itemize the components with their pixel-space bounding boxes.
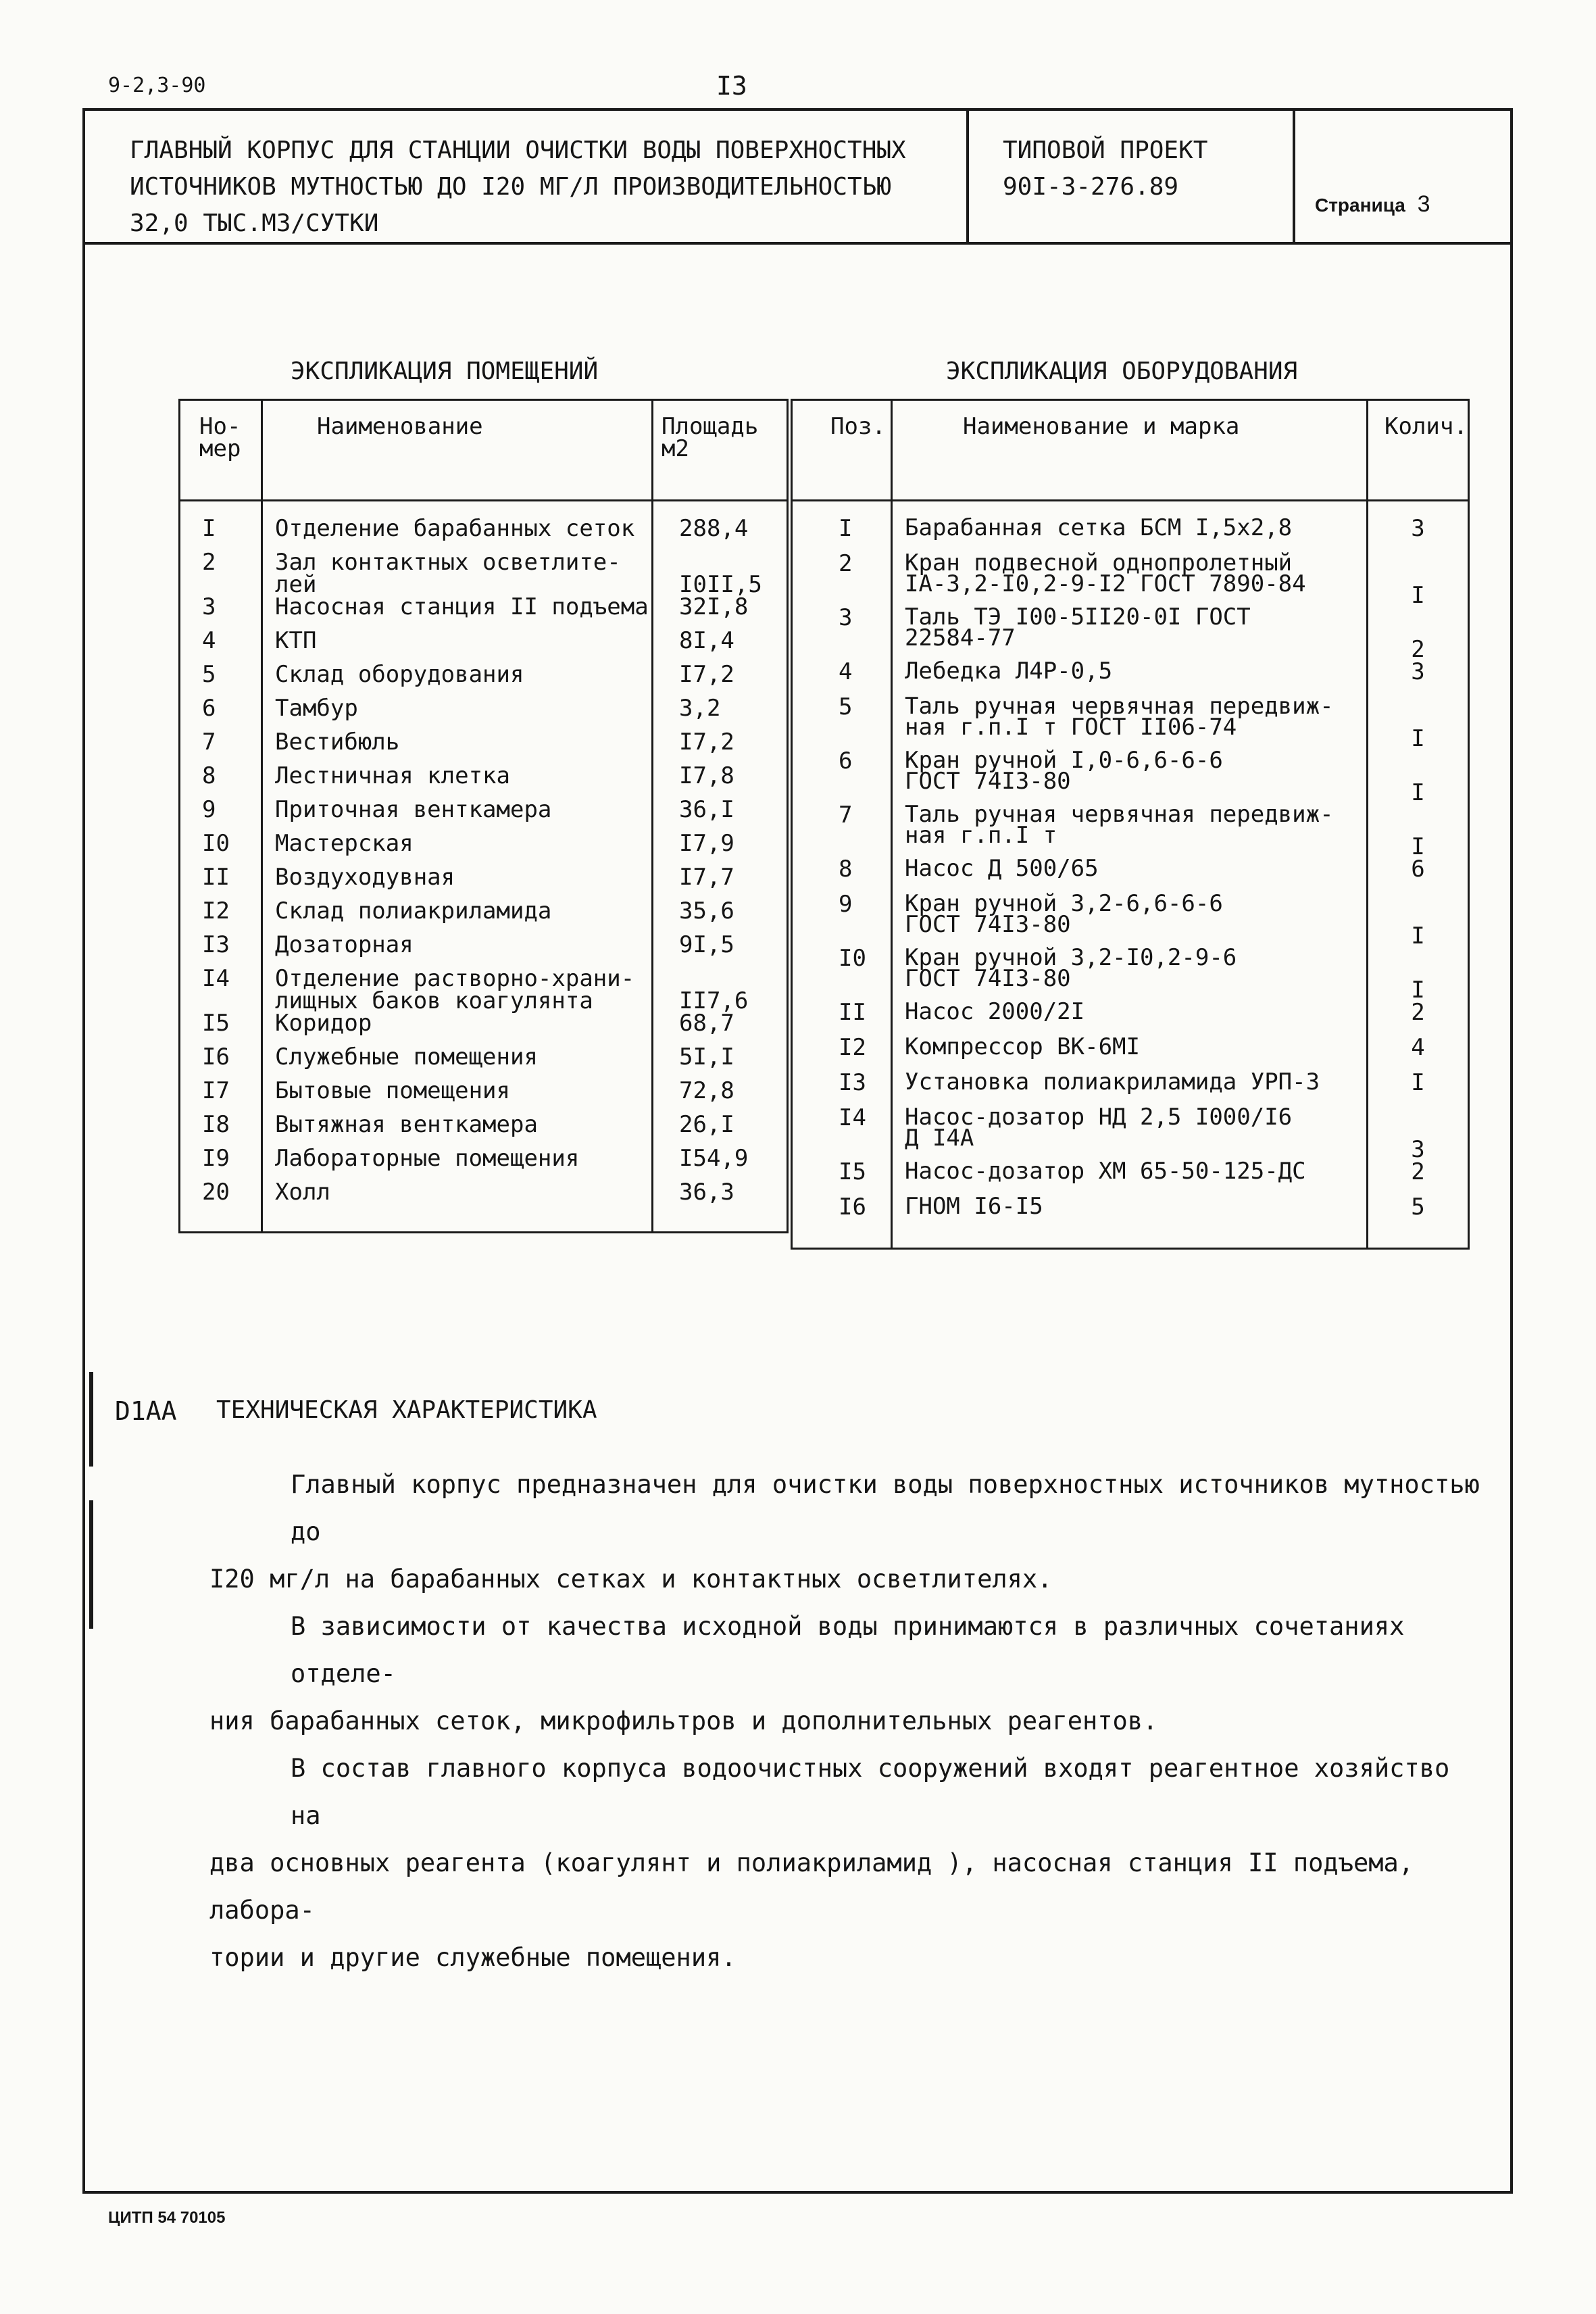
room-number: 4 (180, 630, 262, 664)
room-area: II7,6 (653, 968, 788, 1012)
spacer-cell (262, 1215, 653, 1233)
equipment-row (792, 553, 1469, 607)
room-row (180, 799, 788, 833)
equipment-qty: 2 (1368, 1161, 1469, 1196)
spacer-cell (180, 501, 262, 518)
equipment-name-line: ГОСТ 74I3-80 (905, 911, 1071, 938)
room-area: 68,7 (653, 1012, 788, 1046)
equipment-pos: 9 (792, 893, 892, 947)
paragraph-line: Главный корпус предназначен для очистки воды поверхностных источников мутностью до (291, 1470, 1480, 1546)
equipment-pos: I4 (792, 1107, 892, 1161)
room-name-line: Отделение барабанных сеток (275, 515, 635, 542)
col-name: Наименование (262, 400, 653, 501)
room-row (180, 664, 788, 697)
room-number: 3 (180, 596, 262, 630)
room-name (262, 897, 653, 934)
room-name (262, 830, 653, 866)
equipment-qty: I (1368, 750, 1469, 804)
room-row (180, 968, 788, 1012)
room-area: I7,2 (653, 731, 788, 765)
room-name-line: Вестибюль (275, 729, 400, 756)
room-row (180, 765, 788, 799)
paragraph-line: ния барабанных сеток, микрофильтров и дополнительных реагентов. (209, 1706, 1158, 1736)
room-row (180, 934, 788, 968)
equipment-row (792, 1161, 1469, 1196)
room-number: 8 (180, 765, 262, 799)
project-number: 90I-3-276.89 (1003, 173, 1179, 201)
paragraph-line: тории и другие служебные помещения. (209, 1943, 737, 1972)
equipment-row (792, 947, 1469, 1002)
equipment-name (892, 801, 1368, 858)
room-area: I7,8 (653, 765, 788, 799)
spacer-cell (1368, 1231, 1469, 1249)
room-name-line: Дозаторная (275, 931, 414, 958)
room-name-line: Отделение растворно-храни- (275, 965, 635, 992)
room-name-line: лищных баков коагулянта (275, 987, 593, 1014)
equipment-name (892, 747, 1368, 804)
room-row (180, 1181, 788, 1215)
room-name-line: Лестничная клетка (275, 762, 510, 789)
equipment-qty: 3 (1368, 518, 1469, 553)
equipment-name (892, 1193, 1368, 1231)
document-title (130, 132, 906, 242)
room-name-line: Насосная станция II подъема (275, 593, 649, 620)
room-name-line: Приточная венткамера (275, 796, 552, 823)
equipment-name (892, 514, 1368, 553)
equipment-name-line: Насос 2000/2I (905, 998, 1085, 1025)
equipment-title: ЭКСПЛИКАЦИЯ ОБОРУДОВАНИЯ (946, 358, 1298, 385)
equipment-name-line: Лебедка Л4Р-0,5 (905, 658, 1113, 685)
room-name (262, 593, 653, 630)
room-name (262, 931, 653, 968)
room-area: 26,I (653, 1114, 788, 1148)
room-row (180, 697, 788, 731)
equipment-row (792, 858, 1469, 893)
room-row (180, 1012, 788, 1046)
room-name-line: Бытовые помещения (275, 1077, 510, 1104)
room-area: 5I,I (653, 1046, 788, 1080)
room-name-line: Коридор (275, 1010, 372, 1037)
equipment-name-line: Таль ручная червячная передвиж- (905, 693, 1334, 720)
spacer-cell (792, 1231, 892, 1249)
rooms-title: ЭКСПЛИКАЦИЯ ПОМЕЩЕНИЙ (291, 358, 599, 385)
room-name (262, 796, 653, 833)
room-area: 3,2 (653, 697, 788, 731)
paragraph-line: В состав главного корпуса водоочистных сооружений входят реагентное хозяйство на (291, 1754, 1450, 1830)
equipment-qty: 2 (1368, 1002, 1469, 1037)
room-name (262, 627, 653, 664)
room-row (180, 1114, 788, 1148)
room-name (262, 1077, 653, 1114)
room-name-line: лей (275, 571, 317, 598)
equipment-pos: II (792, 1002, 892, 1037)
equipment-name-line: Насос-дозатор НД 2,5 I000/I6 (905, 1104, 1293, 1131)
spacer-cell (180, 1215, 262, 1233)
equipment-name-line: 22584-77 (905, 624, 1016, 651)
equipment-name-line: ная г.п.I т (905, 822, 1057, 849)
room-name (262, 697, 653, 731)
sheet-label: Страница (1315, 195, 1405, 216)
page-number: I3 (716, 71, 747, 101)
room-area: 8I,4 (653, 630, 788, 664)
room-area: I0II,5 (653, 551, 788, 596)
rooms-header-row (180, 400, 788, 501)
equipment-name-line: Таль ручная червячная передвиж- (905, 801, 1334, 828)
equipment-row (792, 696, 1469, 750)
equipment-pos: I2 (792, 1037, 892, 1072)
equipment-name-line: Насос Д 500/65 (905, 855, 1099, 882)
col-area-line: м2 (662, 435, 689, 462)
room-row (180, 900, 788, 934)
equipment-row (792, 607, 1469, 661)
title-line: 32,0 ТЫС.М3/СУТКИ (130, 210, 379, 237)
equipment-row (792, 1072, 1469, 1107)
equipment-qty: 5 (1368, 1196, 1469, 1231)
room-number: I4 (180, 968, 262, 1012)
equipment-name (892, 944, 1368, 1002)
equipment-name-line: Д I4А (905, 1125, 974, 1152)
equipment-name (892, 1104, 1368, 1161)
equipment-name-line: Компрессор ВК-6МI (905, 1033, 1140, 1060)
margin-mark (89, 1372, 93, 1467)
room-area: I7,2 (653, 664, 788, 697)
equipment-name-line: ГОСТ 74I3-80 (905, 768, 1071, 795)
section-body (209, 1461, 1480, 1981)
equipment-pos: 3 (792, 607, 892, 661)
room-name-line: Воздуходувная (275, 864, 455, 891)
room-row (180, 596, 788, 630)
room-number: I9 (180, 1148, 262, 1181)
equipment-pos: 2 (792, 553, 892, 607)
room-area: 288,4 (653, 518, 788, 551)
room-area: 9I,5 (653, 934, 788, 968)
equipment-pos: 8 (792, 858, 892, 893)
equipment-qty: 4 (1368, 1037, 1469, 1072)
room-name (262, 731, 653, 765)
equipment-row (792, 1037, 1469, 1072)
room-area: 36,3 (653, 1181, 788, 1215)
section-title: ТЕХНИЧЕСКАЯ ХАРАКТЕРИСТИКА (216, 1396, 597, 1424)
equipment-pos: I (792, 518, 892, 553)
equipment-pos: 4 (792, 661, 892, 696)
room-name (262, 1181, 653, 1215)
equipment-qty: 3 (1368, 661, 1469, 696)
room-number: 9 (180, 799, 262, 833)
equipment-name (892, 998, 1368, 1037)
col-num-line: мер (199, 435, 241, 462)
equipment-name-line: Кран ручной 3,2-I0,2-9-6 (905, 944, 1237, 971)
equipment-qty: I (1368, 893, 1469, 947)
room-row (180, 866, 788, 900)
equipment-row (792, 1196, 1469, 1231)
sheet-number: 3 (1417, 191, 1430, 217)
room-name-line: Служебные помещения (275, 1043, 538, 1070)
room-name (262, 661, 653, 697)
equipment-pos: 5 (792, 696, 892, 750)
equipment-name (892, 1068, 1368, 1107)
equipment-row (792, 750, 1469, 804)
equipment-name-line: Кран подвесной однопролетный (905, 549, 1293, 576)
room-number: I0 (180, 833, 262, 866)
room-name (262, 866, 653, 900)
equipment-name (892, 658, 1368, 696)
room-row (180, 518, 788, 551)
equipment-pos: I3 (792, 1072, 892, 1107)
equipment-row (792, 1107, 1469, 1161)
header-divider-v2 (1293, 108, 1295, 243)
room-row (180, 833, 788, 866)
col-qty: Колич. (1368, 400, 1469, 501)
equipment-name-line: Кран ручной 3,2-6,6-6-6 (905, 890, 1223, 917)
room-number: II (180, 866, 262, 900)
equipment-qty: I (1368, 947, 1469, 1002)
project-label: ТИПОВОЙ ПРОЕКТ (1003, 137, 1208, 164)
room-name (262, 551, 653, 596)
col-num-line: Но- (199, 413, 241, 440)
room-number: I8 (180, 1114, 262, 1148)
doc-code: 9-2,3-90 (108, 74, 206, 97)
equipment-name (892, 604, 1368, 661)
room-number: I5 (180, 1012, 262, 1046)
equipment-qty: I (1368, 1072, 1469, 1107)
equipment-pos: I5 (792, 1161, 892, 1196)
room-name-line: Склад оборудования (275, 661, 524, 688)
section-code: D1AA (115, 1396, 177, 1426)
equipment-name-line: Таль ТЭ I00-5II20-0I ГОСТ (905, 604, 1251, 631)
equipment-qty: I (1368, 804, 1469, 858)
room-number: 7 (180, 731, 262, 765)
col-num (180, 400, 262, 501)
equipment-row (792, 893, 1469, 947)
equipment-name-line: ная г.п.I т ГОСТ II06-74 (905, 714, 1237, 741)
room-name (262, 1145, 653, 1181)
room-name (262, 965, 653, 1014)
room-number: I (180, 518, 262, 551)
room-area: 72,8 (653, 1080, 788, 1114)
col-area-line: Площадь (662, 413, 759, 440)
title-line: ГЛАВНЫЙ КОРПУС ДЛЯ СТАНЦИИ ОЧИСТКИ ВОДЫ ПОВЕРХНОСТНЫХ (130, 137, 906, 164)
equipment-row (792, 661, 1469, 696)
room-name-line: Вытяжная венткамера (275, 1111, 538, 1138)
equipment-qty: I (1368, 696, 1469, 750)
spacer-row (180, 1215, 788, 1233)
equipment-row (792, 1002, 1469, 1037)
col-area (653, 400, 788, 501)
room-number: I3 (180, 934, 262, 968)
room-area: I7,9 (653, 833, 788, 866)
equipment-name (892, 890, 1368, 947)
equipment-header-row (792, 400, 1469, 501)
header-divider-v1 (966, 108, 969, 243)
room-row (180, 551, 788, 596)
equipment-pos: 6 (792, 750, 892, 804)
room-area: I7,7 (653, 866, 788, 900)
equipment-table (791, 399, 1470, 1250)
room-row (180, 1046, 788, 1080)
room-name-line: Зал контактных осветлите- (275, 549, 621, 576)
room-name (262, 1111, 653, 1148)
sheet-block (1315, 191, 1430, 218)
room-row (180, 1148, 788, 1181)
room-name-line: Тамбур (275, 695, 358, 722)
room-name-line: Мастерская (275, 830, 414, 857)
equipment-name (892, 693, 1368, 750)
project-block (1003, 132, 1207, 205)
paragraph-line: В зависимости от качества исходной воды принимаются в различных сочетаниях отделе- (291, 1612, 1405, 1688)
equipment-name-line: ГНОМ I6-I5 (905, 1193, 1043, 1220)
equipment-name-line: ГОСТ 74I3-80 (905, 965, 1071, 992)
room-name-line: Склад полиакриламида (275, 897, 552, 925)
room-row (180, 1080, 788, 1114)
room-area: 32I,8 (653, 596, 788, 630)
room-name-line: КТП (275, 627, 317, 654)
room-number: 5 (180, 664, 262, 697)
equipment-qty: I (1368, 553, 1469, 607)
equipment-row (792, 804, 1469, 858)
equipment-row (792, 518, 1469, 553)
room-number: I2 (180, 900, 262, 934)
room-name-line: Лабораторные помещения (275, 1145, 580, 1172)
spacer-cell (653, 1215, 788, 1233)
room-row (180, 731, 788, 765)
room-number: 6 (180, 697, 262, 731)
equipment-name (892, 1158, 1368, 1196)
equipment-name-line: Барабанная сетка БСМ I,5х2,8 (905, 514, 1293, 541)
equipment-pos: I0 (792, 947, 892, 1002)
equipment-name-line: IA-3,2-I0,2-9-I2 ГОСТ 7890-84 (905, 570, 1306, 597)
room-row (180, 630, 788, 664)
room-number: I6 (180, 1046, 262, 1080)
spacer-cell (892, 1231, 1368, 1249)
paragraph-line: I20 мг/л на барабанных сетках и контактных осветлителях. (209, 1565, 1053, 1594)
footer-stamp: ЦИТП 54 70105 (108, 2209, 226, 2227)
header-divider (82, 242, 1513, 245)
margin-mark (89, 1500, 93, 1629)
room-number: 20 (180, 1181, 262, 1215)
room-name (262, 1043, 653, 1080)
equipment-pos: 7 (792, 804, 892, 858)
title-line: ИСТОЧНИКОВ МУТНОСТЬЮ ДО I20 МГ/Л ПРОИЗВОДИТЕЛЬНОСТЬЮ (130, 173, 892, 201)
equipment-qty: 2 (1368, 607, 1469, 661)
equipment-name-line: Кран ручной I,0-6,6-6-6 (905, 747, 1223, 774)
equipment-name (892, 855, 1368, 893)
col-equip-name: Наименование и марка (892, 400, 1368, 501)
equipment-name-line: Установка полиакриламида УРП-3 (905, 1068, 1320, 1096)
room-area: 35,6 (653, 900, 788, 934)
room-area: 36,I (653, 799, 788, 833)
equipment-name (892, 1033, 1368, 1072)
room-area: I54,9 (653, 1148, 788, 1181)
room-name (262, 762, 653, 799)
room-number: I7 (180, 1080, 262, 1114)
room-number: 2 (180, 551, 262, 596)
spacer-row (792, 1231, 1469, 1249)
equipment-name (892, 549, 1368, 607)
room-name-line: Холл (275, 1179, 330, 1206)
equipment-pos: I6 (792, 1196, 892, 1231)
room-name (262, 515, 653, 551)
equipment-qty: 3 (1368, 1107, 1469, 1161)
room-name (262, 1012, 653, 1046)
paragraph-line: два основных реагента (коагулянт и полиакриламид ), насосная станция II подъема, лабора- (209, 1848, 1414, 1925)
equipment-qty: 6 (1368, 858, 1469, 893)
rooms-table (178, 399, 789, 1233)
equipment-name-line: Насос-дозатор ХМ 65-50-125-ДС (905, 1158, 1306, 1185)
col-pos: Поз. (792, 400, 892, 501)
